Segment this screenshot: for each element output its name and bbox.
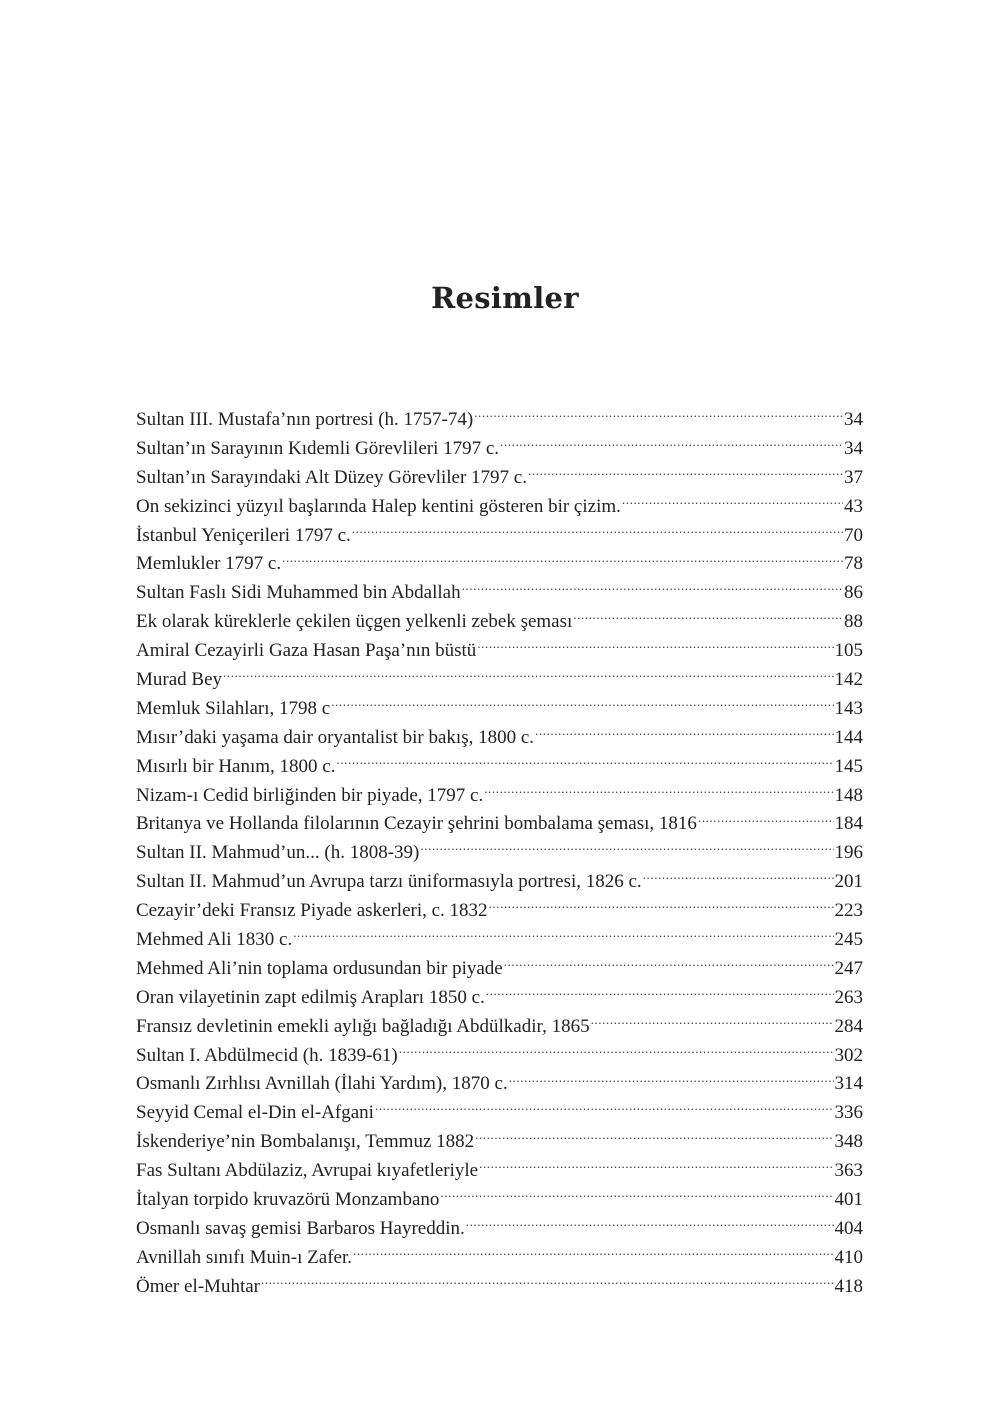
toc-entry-label: Mısırlı bir Hanım, 1800 c. bbox=[136, 755, 336, 777]
toc-entry-label: Cezayir’deki Fransız Piyade askerleri, c. 1832 bbox=[136, 900, 488, 922]
toc-entry-label: Avnillah sınıfı Muin-ı Zafer. bbox=[136, 1246, 352, 1268]
dot-leader bbox=[474, 406, 843, 425]
toc-entry bbox=[136, 810, 863, 839]
toc-entry-page-number: 148 bbox=[834, 784, 863, 806]
toc-entry-page-number: 401 bbox=[834, 1189, 863, 1211]
toc-entry bbox=[136, 550, 863, 579]
dot-leader bbox=[466, 1215, 834, 1234]
toc-entry bbox=[136, 1186, 863, 1215]
toc-entry-label: Sultan’ın Sarayındaki Alt Düzey Görevliler 1797 c. bbox=[136, 466, 527, 488]
toc-entry-label: Sultan II. Mahmud’un Avrupa tarzı üniformasıyla portresi, 1826 c. bbox=[136, 871, 642, 893]
toc-entry-label: İtalyan torpido kruvazörü Monzambano bbox=[136, 1189, 440, 1211]
toc-entry-page-number: 142 bbox=[834, 669, 863, 691]
toc-entry-page-number: 34 bbox=[844, 409, 863, 430]
toc-entry-label: Mehmed Ali 1830 c. bbox=[136, 929, 293, 951]
toc-entry bbox=[136, 1244, 863, 1273]
toc-entry-page-number: 284 bbox=[834, 1015, 863, 1037]
toc-entry-label: Sultan’ın Sarayının Kıdemli Görevlileri 1797 c. bbox=[136, 437, 500, 459]
toc-entry-label: Ek olarak küreklerle çekilen üçgen yelkenli zebek şeması bbox=[136, 611, 573, 633]
dot-leader bbox=[528, 464, 843, 483]
toc-entry-label: Sultan III. Mustafa’nın portresi (h. 1757-74) bbox=[136, 409, 474, 430]
toc-entry-page-number: 336 bbox=[834, 1102, 863, 1124]
toc-entry bbox=[136, 695, 863, 724]
dot-leader bbox=[375, 1099, 834, 1118]
toc-entry-page-number: 223 bbox=[834, 900, 863, 922]
toc-entry-page-number: 86 bbox=[844, 582, 863, 604]
toc-entry bbox=[136, 1215, 863, 1244]
toc-entry bbox=[136, 839, 863, 868]
toc-entry-page-number: 143 bbox=[834, 697, 863, 719]
dot-leader bbox=[479, 1157, 833, 1176]
toc-entry-page-number: 348 bbox=[834, 1131, 863, 1153]
dot-leader bbox=[336, 753, 833, 772]
toc-entry-label: Mısır’daki yaşama dair oryantalist bir bakış, 1800 c. bbox=[136, 726, 535, 748]
dot-leader bbox=[509, 1070, 834, 1089]
toc-entry bbox=[136, 1099, 863, 1128]
toc-entry bbox=[136, 579, 863, 608]
toc-entry-page-number: 263 bbox=[834, 986, 863, 1008]
toc-entry bbox=[136, 1070, 863, 1099]
dot-leader bbox=[477, 637, 833, 656]
toc-entry bbox=[136, 608, 863, 637]
toc-entry-label: Osmanlı savaş gemisi Barbaros Hayreddin. bbox=[136, 1217, 465, 1239]
dot-leader bbox=[535, 724, 833, 743]
toc-entry-page-number: 78 bbox=[844, 553, 863, 575]
toc-entry bbox=[136, 926, 863, 955]
dot-leader bbox=[331, 695, 833, 714]
dot-leader bbox=[353, 1244, 834, 1263]
toc-entry bbox=[136, 1273, 863, 1302]
toc-entry bbox=[136, 955, 863, 984]
toc-entry-page-number: 363 bbox=[834, 1160, 863, 1182]
toc-entry-page-number: 37 bbox=[844, 466, 863, 488]
toc-entry bbox=[136, 724, 863, 753]
toc-entry bbox=[136, 897, 863, 926]
dot-leader bbox=[489, 897, 834, 916]
toc-entry bbox=[136, 406, 863, 435]
list-of-illustrations bbox=[136, 406, 863, 1302]
toc-entry-label: Memluk Silahları, 1798 c bbox=[136, 697, 331, 719]
toc-entry-page-number: 302 bbox=[834, 1044, 863, 1066]
toc-entry-label: Amiral Cezayirli Gaza Hasan Paşa’nın büstü bbox=[136, 640, 477, 662]
toc-entry bbox=[136, 1042, 863, 1071]
toc-entry bbox=[136, 464, 863, 493]
toc-entry-page-number: 404 bbox=[834, 1217, 863, 1239]
toc-entry-page-number: 314 bbox=[834, 1073, 863, 1095]
toc-entry bbox=[136, 1128, 863, 1157]
toc-entry-label: Sultan II. Mahmud’un... (h. 1808-39) bbox=[136, 842, 420, 864]
toc-entry bbox=[136, 782, 863, 811]
dot-leader bbox=[282, 550, 843, 569]
page-title: Resimler bbox=[431, 281, 579, 316]
toc-entry bbox=[136, 868, 863, 897]
toc-entry bbox=[136, 666, 863, 695]
toc-entry-page-number: 88 bbox=[844, 611, 863, 633]
dot-leader bbox=[591, 1013, 834, 1032]
toc-entry-label: Memlukler 1797 c. bbox=[136, 553, 282, 575]
dot-leader bbox=[399, 1042, 834, 1061]
toc-entry-page-number: 410 bbox=[834, 1246, 863, 1268]
toc-entry-page-number: 196 bbox=[834, 842, 863, 864]
dot-leader bbox=[293, 926, 833, 945]
toc-entry-page-number: 105 bbox=[834, 640, 863, 662]
dot-leader bbox=[573, 608, 843, 627]
toc-entry-page-number: 70 bbox=[844, 524, 863, 546]
toc-entry bbox=[136, 493, 863, 522]
toc-entry-label: Nizam-ı Cedid birliğinden bir piyade, 1797 c. bbox=[136, 784, 484, 806]
toc-entry-page-number: 245 bbox=[834, 929, 863, 951]
toc-entry-label: İskenderiye’nin Bombalanışı, Temmuz 1882 bbox=[136, 1131, 475, 1153]
dot-leader bbox=[698, 810, 834, 829]
toc-entry-label: Mehmed Ali’nin toplama ordusundan bir piyade bbox=[136, 957, 503, 979]
toc-entry-page-number: 247 bbox=[834, 957, 863, 979]
toc-entry bbox=[136, 637, 863, 666]
dot-leader bbox=[484, 782, 833, 801]
toc-entry-label: Ömer el-Muhtar bbox=[136, 1275, 260, 1297]
dot-leader bbox=[223, 666, 833, 685]
dot-leader bbox=[504, 955, 834, 974]
toc-entry-page-number: 34 bbox=[844, 437, 863, 459]
toc-entry bbox=[136, 435, 863, 464]
toc-entry-label: On sekizinci yüzyıl başlarında Halep kentini gösteren bir çizim. bbox=[136, 495, 621, 517]
dot-leader bbox=[622, 493, 843, 512]
dot-leader bbox=[420, 839, 833, 858]
toc-entry-label: Seyyid Cemal el-Din el-Afgani bbox=[136, 1102, 374, 1124]
toc-entry-label: İstanbul Yeniçerileri 1797 c. bbox=[136, 524, 351, 546]
toc-entry bbox=[136, 1013, 863, 1042]
toc-entry-label: Sultan Faslı Sidi Muhammed bin Abdallah bbox=[136, 582, 461, 604]
toc-entry-page-number: 144 bbox=[834, 726, 863, 748]
toc-entry bbox=[136, 753, 863, 782]
toc-entry bbox=[136, 1157, 863, 1186]
toc-entry-page-number: 184 bbox=[834, 813, 863, 835]
dot-leader bbox=[440, 1186, 833, 1205]
toc-entry-label: Fransız devletinin emekli aylığı bağladığı Abdülkadir, 1865 bbox=[136, 1015, 590, 1037]
toc-entry-page-number: 201 bbox=[834, 871, 863, 893]
dot-leader bbox=[486, 984, 834, 1003]
toc-entry bbox=[136, 984, 863, 1013]
toc-entry-page-number: 43 bbox=[844, 495, 863, 517]
dot-leader bbox=[643, 868, 834, 887]
toc-entry-page-number: 418 bbox=[834, 1275, 863, 1297]
toc-entry-page-number: 145 bbox=[834, 755, 863, 777]
toc-entry-label: Oran vilayetinin zapt edilmiş Arapları 1850 c. bbox=[136, 986, 485, 1008]
dot-leader bbox=[500, 435, 843, 454]
toc-entry bbox=[136, 522, 863, 551]
toc-entry-label: Osmanlı Zırhlısı Avnillah (İlahi Yardım), 1870 c. bbox=[136, 1073, 508, 1095]
toc-entry-label: Fas Sultanı Abdülaziz, Avrupai kıyafetleriyle bbox=[136, 1160, 479, 1182]
dot-leader bbox=[475, 1128, 833, 1147]
toc-entry-label: Murad Bey bbox=[136, 669, 223, 691]
dot-leader bbox=[352, 522, 843, 541]
dot-leader bbox=[261, 1273, 834, 1292]
dot-leader bbox=[462, 579, 843, 598]
toc-entry-label: Sultan I. Abdülmecid (h. 1839-61) bbox=[136, 1044, 398, 1066]
toc-entry-label: Britanya ve Hollanda filolarının Cezayir şehrini bombalama şeması, 1816 bbox=[136, 813, 697, 835]
